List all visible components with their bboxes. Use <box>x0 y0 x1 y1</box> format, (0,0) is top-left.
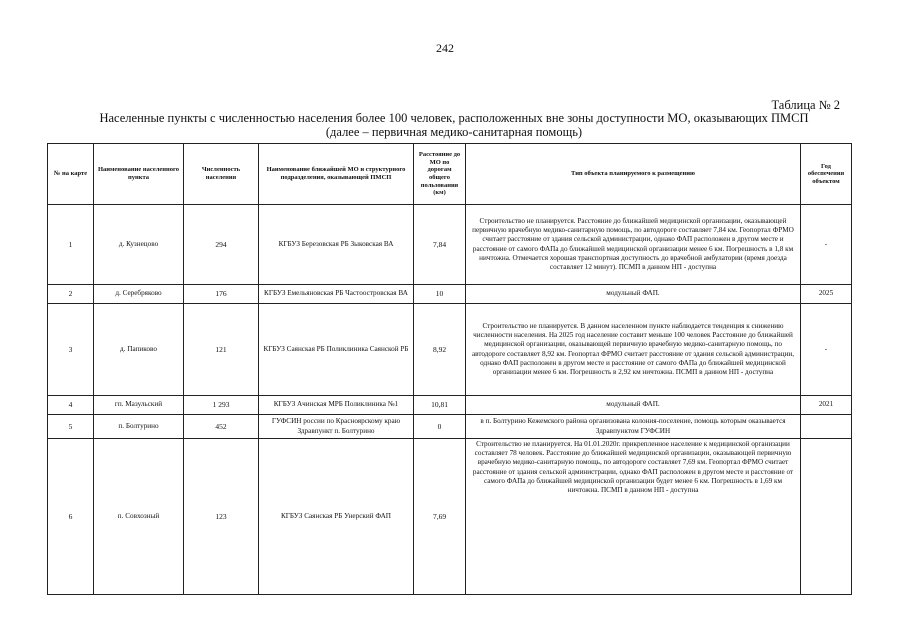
cell-mo: КГБУЗ Емельяновская РБ Частоостровская ВА <box>259 285 414 304</box>
cell-distance: 10 <box>414 285 466 304</box>
table-header-row <box>48 144 852 205</box>
table-row <box>48 439 852 595</box>
cell-num: 2 <box>48 285 94 304</box>
table-title-line-2: (далее – первичная медико-санитарная помощь) <box>325 125 583 139</box>
cell-num: 5 <box>48 415 94 439</box>
cell-name: д. Серебряково <box>94 285 184 304</box>
cell-type <box>466 439 801 595</box>
cell-mo: КГБУЗ Саянская РБ Поликлиника Саянской РБ <box>259 304 414 396</box>
header-mo: Наименование ближайшей МО и структурного подразделения, оказывающей ПМСП <box>259 144 414 205</box>
table-label: Таблица № 2 <box>771 98 840 112</box>
cell-distance: 7,84 <box>414 205 466 285</box>
cell-distance: 10,81 <box>414 396 466 415</box>
cell-name: д. Кузнецово <box>94 205 184 285</box>
cell-name: гп. Мазульский <box>94 396 184 415</box>
cell-year: 2025 <box>801 285 852 304</box>
cell-type-text: Строительство не планируется. На 01.01.2020г. прикрепленное население к медицинской организации составляет 78 человек. Расстояние до ближайшей медицинской организации, оказывающей первичную врачебную медико-санитарную помощь, по автодороге составляет 7,69 км. Геопортал ФРМО считает расстояние от здания сельской администрации, однако ФАП расположен в другом месте и расстояние от самого ФАПа до ближайшей медицинской организации будет менее 6 км. Погрешность в 1,69 км ничтожна. ПСМП в данном НП - доступна <box>472 440 794 495</box>
cell-type: в п. Болтурино Кежемского района организована колония-поселение, помощь которым оказывается Здравпунктом ГУФСИН <box>466 415 801 439</box>
cell-type: модульный ФАП. <box>466 396 801 415</box>
cell-num: 1 <box>48 205 94 285</box>
cell-num: 3 <box>48 304 94 396</box>
table-row <box>48 205 852 285</box>
cell-year <box>801 439 852 595</box>
table-row <box>48 415 852 439</box>
cell-type: Строительство не планируется. Расстояние до ближайшей медицинской организации, оказывающей первичную врачебную медико-санитарную помощь, по автодороге составляет 7,84 км. Геопортал ФРМО считает расстояние от здания сельской администрации, однако ФАП расположен в другом месте и расстояние от самого ФАПа до ближайшей медицинской организации менее 6 км. Погрешность в 1,8 км ничтожна. Отмечается хорошая транспортная доступность до врачебной амбулатории (время доезда составляет 12 минут). ПСМП в данном НП - доступна <box>466 205 801 285</box>
cell-num: 4 <box>48 396 94 415</box>
cell-year: - <box>801 304 852 396</box>
cell-year: 2021 <box>801 396 852 415</box>
cell-distance: 8,92 <box>414 304 466 396</box>
cell-population: 123 <box>184 439 259 595</box>
cell-distance: 0 <box>414 415 466 439</box>
table-row <box>48 396 852 415</box>
cell-name: д. Папиково <box>94 304 184 396</box>
cell-population: 1 293 <box>184 396 259 415</box>
cell-population: 121 <box>184 304 259 396</box>
settlements-table <box>47 143 852 595</box>
header-name: Наименование населенного пункта <box>94 144 184 205</box>
table-row <box>48 285 852 304</box>
header-num: № на карте <box>48 144 94 205</box>
header-type: Тип объекта планируемого к размещению <box>466 144 801 205</box>
cell-distance: 7,69 <box>414 439 466 595</box>
table-title <box>30 111 878 139</box>
header-distance: Расстояние до МО по дорогам общего пользования (км) <box>414 144 466 205</box>
cell-name: п. Совхозный <box>94 439 184 595</box>
cell-type: модульный ФАП. <box>466 285 801 304</box>
header-year: Год обеспечения объектом <box>801 144 852 205</box>
cell-mo: КГБУЗ Березовская РБ Зыковская ВА <box>259 205 414 285</box>
header-population: Численность населения <box>184 144 259 205</box>
cell-population: 452 <box>184 415 259 439</box>
cell-mo: КГБУЗ Ачинская МРБ Поликлиника №1 <box>259 396 414 415</box>
cell-population: 294 <box>184 205 259 285</box>
table-title-line-1: Населенные пункты с численностью населения более 100 человек, расположенных вне зоны доступности МО, оказывающих ПМСП <box>99 111 809 125</box>
cell-type: Строительство не планируется. В данном населенном пункте наблюдается тенденция к снижению численности населения. На 2025 год население составит меньше 100 человек Расстояние до ближайшей медицинской организации, оказывающей первичную врачебную медико-санитарную помощь, по автодороге составляет 8,92 км. Геопортал ФРМО считает расстояние от здания сельской администрации, однако ФАП расположен в другом месте и расстояние от самого ФАПа до ближайшей медицинской организации менее 6 км. Погрешность в 2,92 км ничтожна. ПСМП в данном НП - доступна <box>466 304 801 396</box>
table-row <box>48 304 852 396</box>
cell-mo: ГУФСИН россии по Красноярскому краю Здравпункт п. Болтурино <box>259 415 414 439</box>
cell-name: п. Болтурино <box>94 415 184 439</box>
cell-mo: КГБУЗ Саянская РБ Унерский ФАП <box>259 439 414 595</box>
cell-population: 176 <box>184 285 259 304</box>
cell-year: - <box>801 205 852 285</box>
cell-year <box>801 415 852 439</box>
cell-num: 6 <box>48 439 94 595</box>
page-number: 242 <box>436 41 454 55</box>
